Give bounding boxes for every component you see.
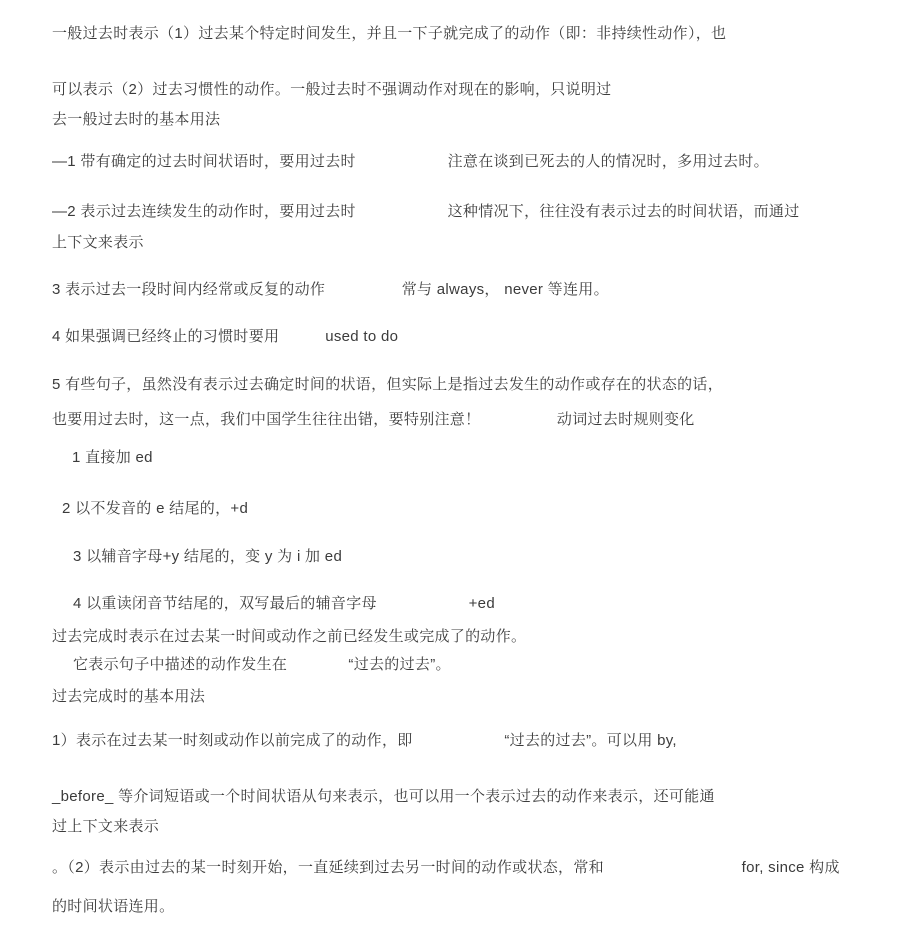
text-line: 过去完成时的基本用法: [52, 688, 206, 705]
list-item-rule-4: 4 以重读闭音节结尾的，双写最后的辅音字母 +ed: [73, 595, 495, 612]
text-line: 可以表示（2）过去习惯性的动作。一般过去时不强调动作对现在的影响，只说明过: [52, 81, 612, 98]
text-line: 5 有些句子，虽然没有表示过去确定时间的状语，但实际上是指过去发生的动作或存在的状态的话，: [52, 376, 724, 393]
list-item-rule-1: 1 直接加 ed: [72, 449, 153, 466]
text-line: —1 带有确定的过去时间状语时，要用过去时 注意在谈到已死去的人的情况时，多用过去时。: [52, 153, 769, 170]
text-line: 过上下文来表示: [52, 818, 160, 835]
text-line: 上下文来表示: [52, 234, 144, 251]
text-line: 。（2）表示由过去的某一时刻开始，一直延续到过去另一时间的动作或状态，常和 for, since 构成: [52, 859, 840, 876]
text-line: 的时间状语连用。: [52, 898, 175, 915]
text-line: 也要用过去时，这一点，我们中国学生往往出错，要特别注意！ 动词过去时规则变化: [52, 411, 695, 428]
text-line: 4 如果强调已经终止的习惯时要用 used to do: [52, 328, 399, 345]
text-line: —2 表示过去连续发生的动作时，要用过去时 这种情况下，往往没有表示过去的时间状语，而通过: [52, 203, 800, 220]
text-line: 一般过去时表示（1）过去某个特定时间发生，并且一下子就完成了的动作（即：非持续性动作），也: [52, 25, 727, 42]
text-line: _before_ 等介词短语或一个时间状语从句来表示，也可以用一个表示过去的动作来表示，还可能通: [52, 788, 715, 805]
text-line: 1）表示在过去某一时刻或动作以前完成了的动作，即 “过去的过去”。可以用 by,: [52, 732, 677, 749]
text-line: 过去完成时表示在过去某一时间或动作之前已经发生或完成了的动作。: [52, 628, 527, 645]
text-line: 3 表示过去一段时间内经常或反复的动作 常与 always， never 等连用。: [52, 281, 609, 298]
text-line: 去一般过去时的基本用法: [52, 111, 221, 128]
list-item-rule-2: 2 以不发音的 e 结尾的，+d: [62, 500, 249, 517]
list-item-rule-3: 3 以辅音字母+y 结尾的，变 y 为 i 加 ed: [73, 548, 343, 565]
text-line: 它表示句子中描述的动作发生在 “过去的过去”。: [73, 656, 451, 673]
